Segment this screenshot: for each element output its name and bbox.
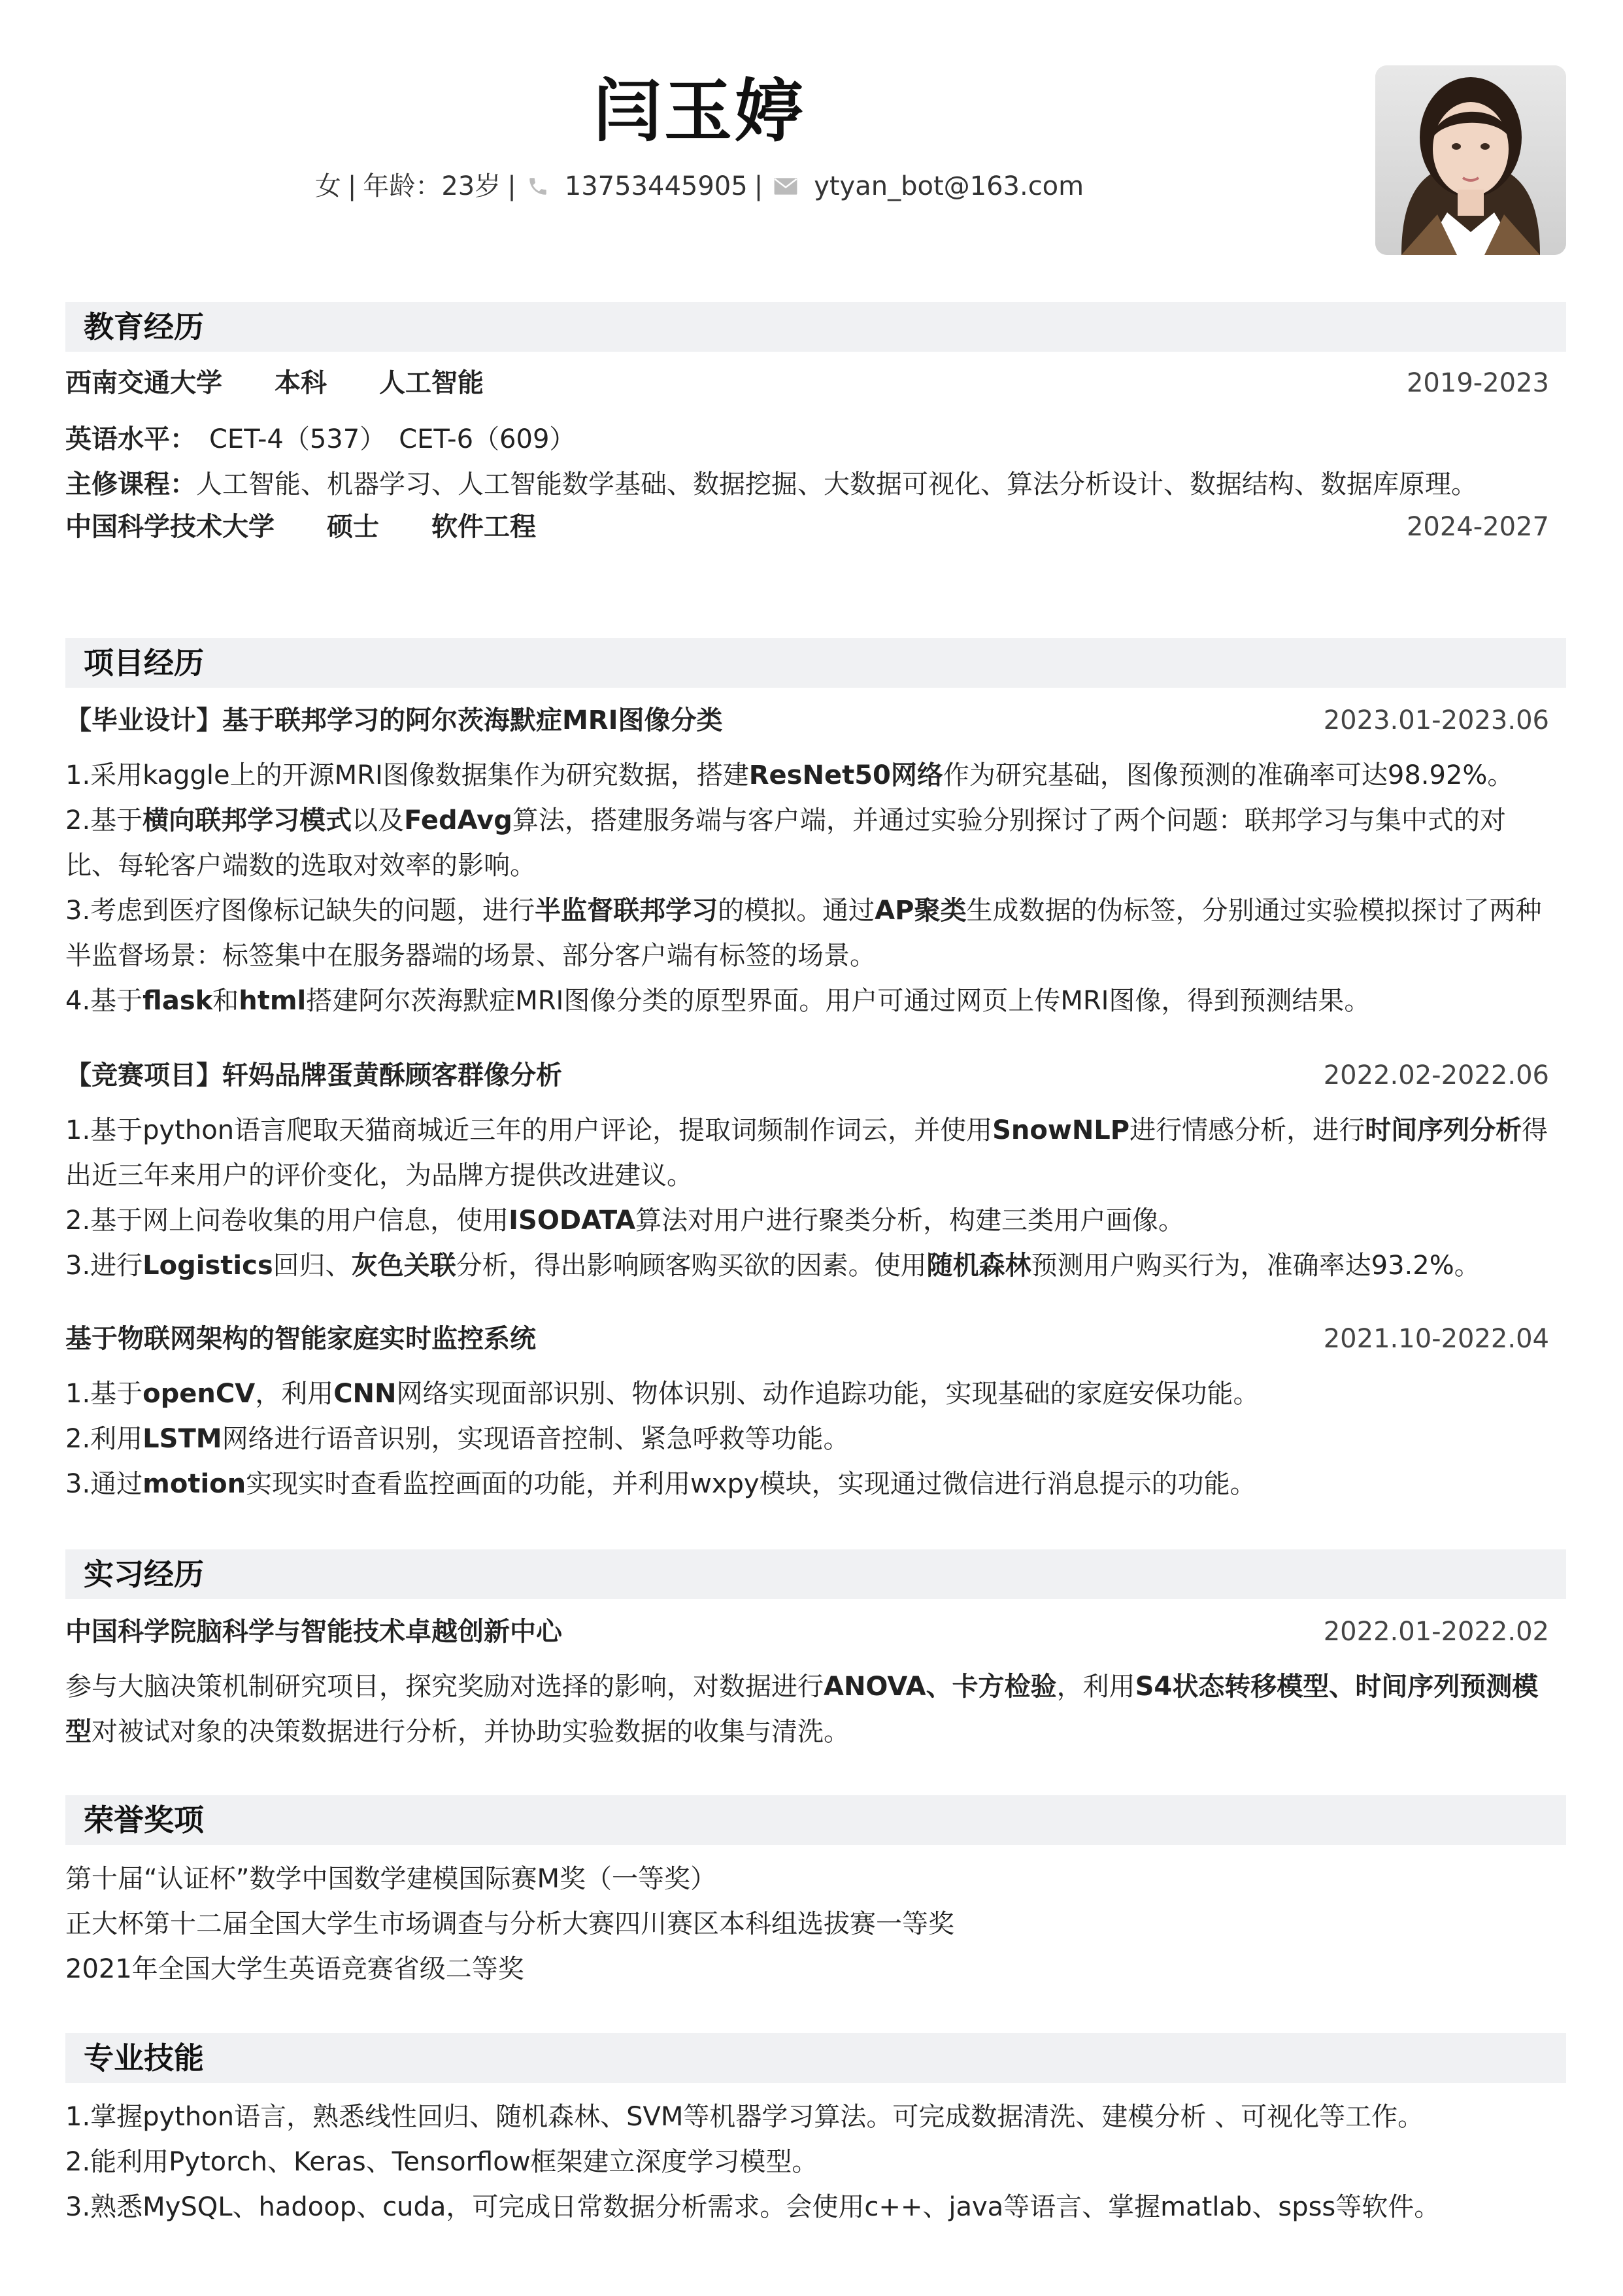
project-line: 3.通过motion实现实时查看监控画面的功能，并利用wxpy模块，实现通过微信进行消息提示的功能。: [65, 1469, 1256, 1499]
education-row: [65, 363, 1549, 403]
main-courses: 主修课程：人工智能、机器学习、人工智能数学基础、数据挖掘、大数据可视化、算法分析设计、数据结构、数据库原理。: [65, 469, 1477, 499]
honor-item: 2021年全国大学生英语竞赛省级二等奖: [65, 1954, 524, 1984]
project-line: 2.基于网上问卷收集的用户信息，使用ISODATA算法对用户进行聚类分析，构建三类用户画像。: [65, 1206, 1185, 1236]
project-header: [65, 1319, 1549, 1359]
internship-line: 型对被试对象的决策数据进行分析，并协助实验数据的收集与清洗。: [65, 1717, 850, 1747]
candidate-name: 闫玉婷: [593, 71, 805, 151]
period: 2022.02-2022.06: [1323, 1060, 1549, 1090]
project-line: 比、每轮客户端数的选取对效率的影响。: [65, 851, 536, 881]
project-line: 3.进行Logistics回归、灰色关联分析，得出影响顾客购买欲的因素。使用随机森林预测用户购买行为，准确率达93.2%。: [65, 1251, 1481, 1281]
section-title: 教育经历: [84, 309, 204, 345]
section-honors: [65, 1795, 1566, 1845]
section-title: 专业技能: [84, 2040, 204, 2076]
skill-item: 3.熟悉MySQL、hadoop、cuda，可完成日常数据分析需求。会使用c++、java等语言、掌握matlab、spss等软件。: [65, 2192, 1441, 2222]
separator: |: [507, 171, 516, 201]
project-name: 【竞赛项目】轩妈品牌蛋黄酥顾客群像分析: [65, 1060, 562, 1090]
section-title: 荣誉奖项: [84, 1802, 204, 1838]
project-line: 出近三年来用户的评价变化，为品牌方提供改进建议。: [65, 1160, 693, 1190]
project-header: [65, 701, 1549, 740]
project-line: 4.基于flask和html搭建阿尔茨海默症MRI图像分类的原型界面。用户可通过网页上传MRI图像，得到预测结果。: [65, 986, 1371, 1016]
section-education: [65, 302, 1566, 352]
project-name: 【毕业设计】基于联邦学习的阿尔茨海默症MRI图像分类: [65, 705, 723, 735]
section-projects: [65, 638, 1566, 688]
period: 2019-2023: [1406, 368, 1549, 398]
gender: 女: [314, 171, 341, 201]
project-line: 1.基于python语言爬取天猫商城近三年的用户评论，提取词频制作词云，并使用SnowNLP进行情感分析，进行时间序列分析得: [65, 1115, 1548, 1145]
english-level: 英语水平： CET-4（537） CET-6（609）: [65, 424, 576, 454]
project-line: 1.基于openCV，利用CNN网络实现面部识别、物体识别、动作追踪功能，实现基础的家庭安保功能。: [65, 1379, 1260, 1409]
period: 2024-2027: [1406, 512, 1549, 542]
section-internship: [65, 1549, 1566, 1599]
period: 2023.01-2023.06: [1323, 705, 1549, 735]
school-name: 中国科学技术大学 硕士 软件工程: [65, 512, 536, 542]
skill-item: 2.能利用Pytorch、Keras、Tensorflow框架建立深度学习模型。: [65, 2147, 818, 2177]
section-skills: [65, 2033, 1566, 2083]
honor-item: 第十届“认证杯”数学中国数学建模国际赛M奖（一等奖）: [65, 1864, 716, 1894]
period: 2021.10-2022.04: [1323, 1324, 1549, 1354]
project-line: 2.利用LSTM网络进行语音识别，实现语音控制、紧急呼救等功能。: [65, 1424, 850, 1454]
organization: 中国科学院脑科学与智能技术卓越创新中心: [65, 1617, 562, 1647]
phone-number: 13753445905: [564, 171, 748, 201]
project-name: 基于物联网架构的智能家庭实时监控系统: [65, 1324, 536, 1354]
mail-icon: [773, 177, 798, 196]
education-row: [65, 507, 1549, 547]
project-line: 1.采用kaggle上的开源MRI图像数据集作为研究数据，搭建ResNet50网络作为研究基础，图像预测的准确率可达98.92%。: [65, 760, 1514, 790]
email: ytyan_bot@163.com: [814, 171, 1084, 201]
period: 2022.01-2022.02: [1323, 1617, 1549, 1647]
internship-header: [65, 1612, 1549, 1651]
separator: |: [754, 171, 763, 201]
age: 年龄：23岁: [363, 171, 501, 201]
project-line: 2.基于横向联邦学习模式以及FedAvg算法，搭建服务端与客户端，并通过实验分别探讨了两个问题：联邦学习与集中式的对: [65, 805, 1506, 836]
section-title: 实习经历: [84, 1557, 204, 1592]
school-name: 西南交通大学 本科 人工智能: [65, 368, 484, 398]
skill-item: 1.掌握python语言，熟悉线性回归、随机森林、SVM等机器学习算法。可完成数据清洗、建模分析 、可视化等工作。: [65, 2102, 1424, 2132]
honor-item: 正大杯第十二届全国大学生市场调查与分析大赛四川赛区本科组选拔赛一等奖: [65, 1909, 954, 1939]
contact-line: [0, 167, 1399, 206]
separator: |: [347, 171, 357, 201]
project-header: [65, 1056, 1549, 1095]
project-line: 3.考虑到医疗图像标记缺失的问题，进行半监督联邦学习的模拟。通过AP聚类生成数据的伪标签，分别通过实验模拟探讨了两种: [65, 896, 1542, 926]
section-title: 项目经历: [84, 645, 204, 681]
internship-line: 参与大脑决策机制研究项目，探究奖励对选择的影响，对数据进行ANOVA、卡方检验，利用S4状态转移模型、时间序列预测模: [65, 1672, 1539, 1702]
project-line: 半监督场景：标签集中在服务器端的场景、部分客户端有标签的场景。: [65, 941, 876, 971]
profile-photo: [1375, 65, 1566, 255]
phone-icon: [527, 175, 549, 197]
